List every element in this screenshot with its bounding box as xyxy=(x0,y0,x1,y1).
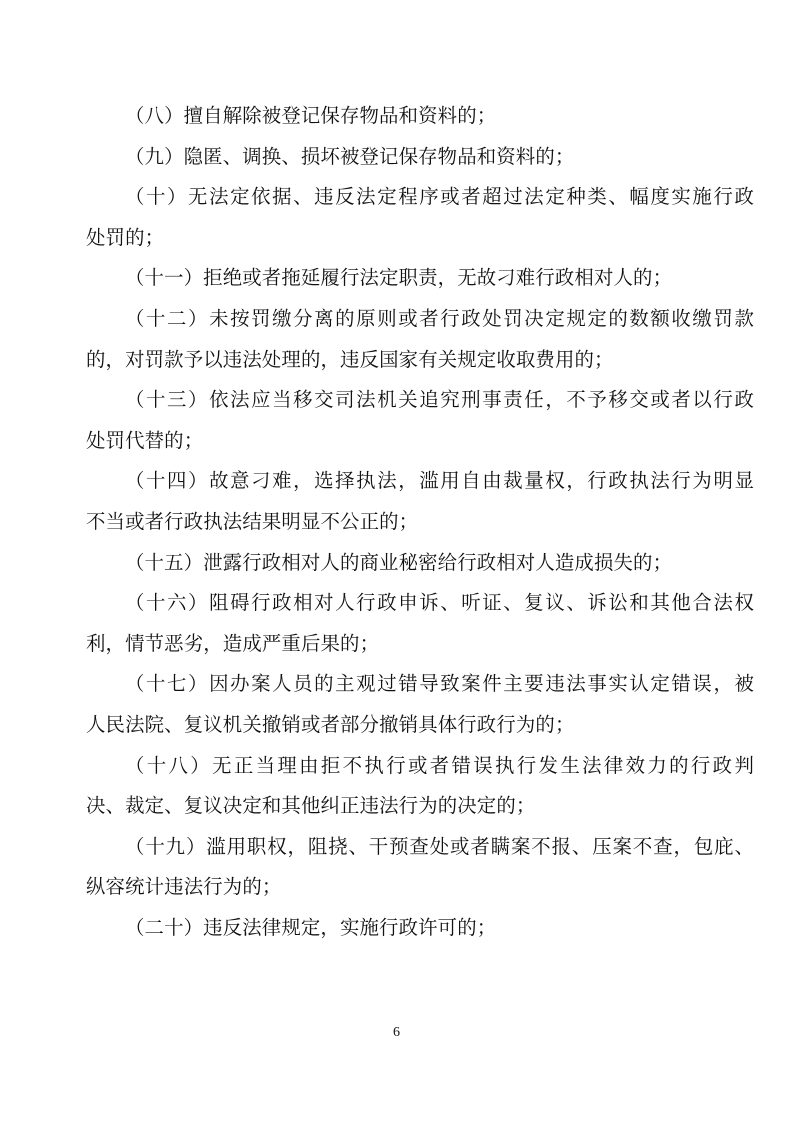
paragraph-item-12 xyxy=(86,299,754,380)
paragraph-item-20 xyxy=(86,908,754,949)
paragraph-item-10 xyxy=(86,177,754,258)
paragraph-line: （十五）泄露行政相对人的商业秘密给行政相对人造成损失的； xyxy=(125,550,673,574)
paragraph-item-15 xyxy=(86,543,754,584)
paragraph-line: 处罚代替的； xyxy=(86,428,204,452)
paragraph-item-13 xyxy=(86,380,754,461)
paragraph-line: （十八）无正当理由拒不执行或者错误执行发生法律效力的行政判 xyxy=(125,753,754,777)
paragraph-item-17 xyxy=(86,664,754,745)
paragraph-line: （十七）因办案人员的主观过错导致案件主要违法事实认定错误，被 xyxy=(125,672,754,696)
paragraph-line: （十一）拒绝或者拖延履行法定职责，无故刁难行政相对人的； xyxy=(125,266,673,290)
paragraph-line: 利，情节恶劣，造成严重后果的； xyxy=(86,631,380,655)
paragraph-line: 处罚的； xyxy=(86,225,165,249)
paragraph-item-8 xyxy=(86,96,754,137)
paragraph-item-14 xyxy=(86,461,754,542)
paragraph-line: （九）隐匿、调换、损坏被登记保存物品和资料的； xyxy=(125,144,575,168)
paragraph-line: （十四）故意刁难，选择执法，滥用自由裁量权，行政执法行为明显 xyxy=(125,469,754,493)
paragraph-line: （八）擅自解除被登记保存物品和资料的； xyxy=(125,104,497,127)
paragraph-item-19 xyxy=(86,827,754,908)
paragraph-item-11 xyxy=(86,258,754,299)
paragraph-line: 人民法院、复议机关撤销或者部分撤销具体行政行为的； xyxy=(86,712,575,736)
paragraph-line: （十三）依法应当移交司法机关追究刑事责任，不予移交或者以行政 xyxy=(125,388,754,412)
paragraph-item-9 xyxy=(86,137,754,178)
paragraph-line: （十二）未按罚缴分离的原则或者行政处罚决定规定的数额收缴罚款 xyxy=(125,306,754,330)
paragraph-line: 的，对罚款予以违法处理的，违反国家有关规定收取费用的； xyxy=(86,347,614,371)
paragraph-line: （十）无法定依据、违反法定程序或者超过法定种类、幅度实施行政 xyxy=(125,185,754,209)
paragraph-line: （二十）违反法律规定，实施行政许可的； xyxy=(125,915,497,939)
paragraph-line: 纵容统计违法行为的； xyxy=(86,875,282,899)
page-number: 6 xyxy=(393,1025,400,1040)
paragraph-item-16 xyxy=(86,583,754,664)
document-body xyxy=(86,96,754,948)
paragraph-line: （十六）阻碍行政相对人行政申诉、听证、复议、诉讼和其他合法权 xyxy=(125,591,754,615)
paragraph-line: 不当或者行政执法结果明显不公正的； xyxy=(86,509,419,533)
paragraph-item-18 xyxy=(86,746,754,827)
paragraph-line: （十九）滥用职权，阻挠、干预查处或者瞒案不报、压案不查，包庇、 xyxy=(125,834,754,858)
paragraph-line: 决、裁定、复议决定和其他纠正违法行为的决定的； xyxy=(86,794,536,818)
